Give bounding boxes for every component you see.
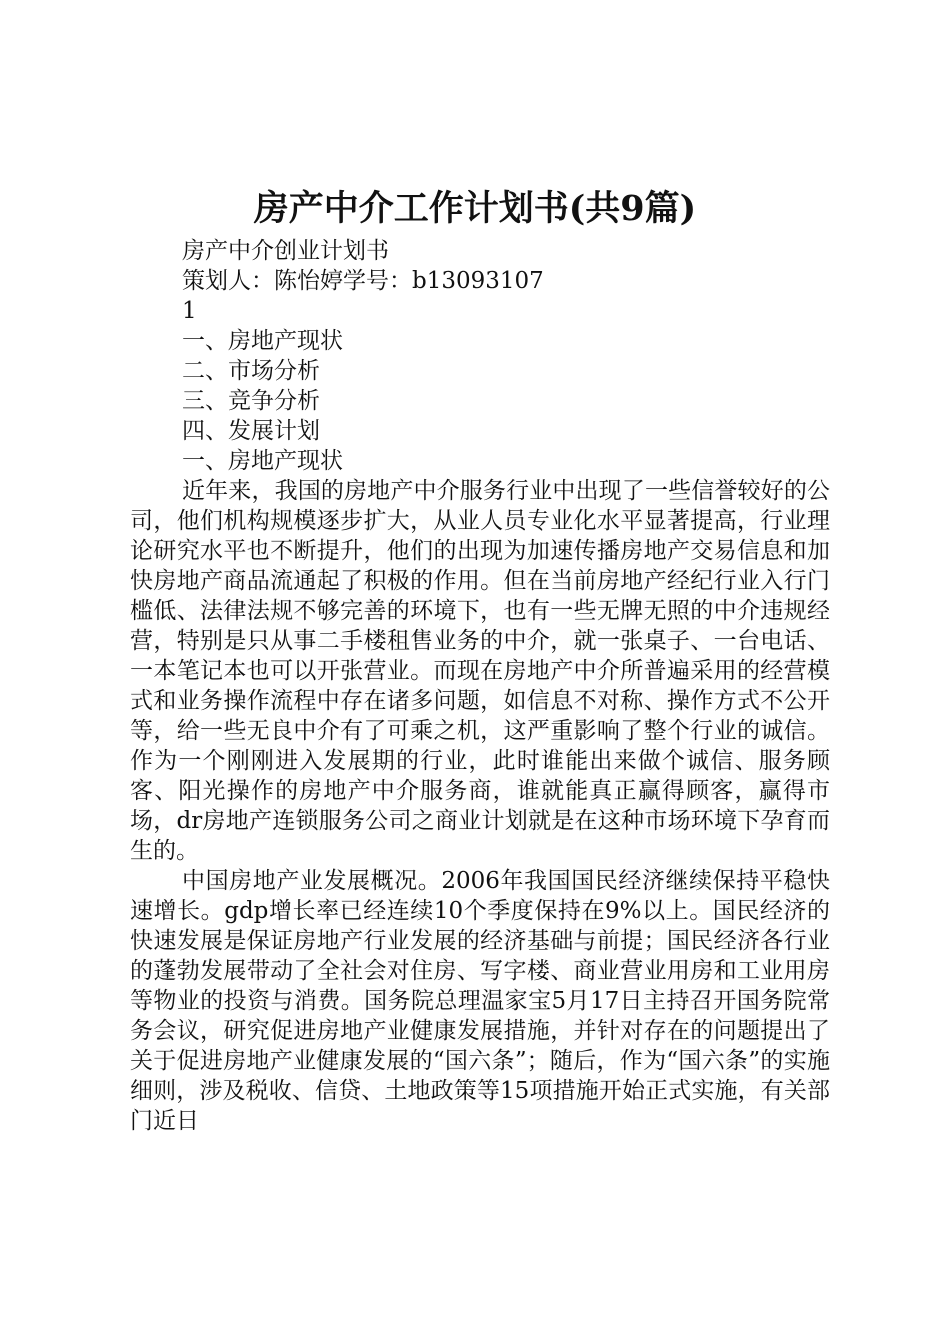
- subtitle: 房产中介创业计划书: [182, 238, 389, 264]
- table-of-contents: [130, 326, 830, 446]
- toc-item: 二、市场分析: [182, 358, 320, 384]
- toc-item: 四、发展计划: [182, 418, 320, 444]
- paragraph: 近年来，我国的房地产中介服务行业中出现了一些信誉较好的公司，他们机构规模逐步扩大，从业人员专业化水平显著提高，行业理论研究水平也不断提升，他们的出现为加速传播房地产交易信息和加快房地产商品流通起了积极的作用。但在当前房地产经纪行业入行门槛低、法律法规不够完善的环境下，也有一些无牌无照的中介违规经营，特别是只从事二手楼租售业务的中介，就一张桌子、一台电话、一本笔记本也可以开张营业。而现在房地产中介所普遍采用的经营模式和业务操作流程中存在诸多问题，如信息不对称、操作方式不公开等，给一些无良中介有了可乘之机，这严重影响了整个行业的诚信。作为一个刚刚进入发展期的行业，此时谁能出来做个诚信、服务顾客、阳光操作的房地产中介服务商，谁就能真正赢得顾客，赢得市场，dr房地产连锁服务公司之商业计划就是在这种市场环境下孕育而生的。: [130, 478, 830, 864]
- toc-item: 三、竞争分析: [182, 388, 320, 414]
- paragraph: 中国房地产业发展概况。2006年我国国民经济继续保持平稳快速增长。gdp增长率已经连续10个季度保持在9%以上。国民经济的快速发展是保证房地产行业发展的经济基础与前提；国民经济各行业的蓬勃发展带动了全社会对住房、写字楼、商业营业用房和工业用房等物业的投资与消费。国务院总理温家宝5月17日主持召开国务院常务会议，研究促进房地产业健康发展措施，并针对存在的问题提出了关于促进房地产业健康发展的“国六条”；随后，作为“国六条”的实施细则，涉及税收、信贷、土地政策等15项措施开始正式实施，有关部门近日: [130, 868, 830, 1134]
- document-body: [130, 236, 830, 1136]
- toc-item: 一、房地产现状: [182, 328, 343, 354]
- planner-line: 策划人：陈怡婷学号：b13093107: [182, 268, 544, 294]
- document-title: 房产中介工作计划书(共9篇): [253, 188, 697, 229]
- page-marker: 1: [182, 298, 197, 324]
- section-heading: 一、房地产现状: [182, 448, 343, 474]
